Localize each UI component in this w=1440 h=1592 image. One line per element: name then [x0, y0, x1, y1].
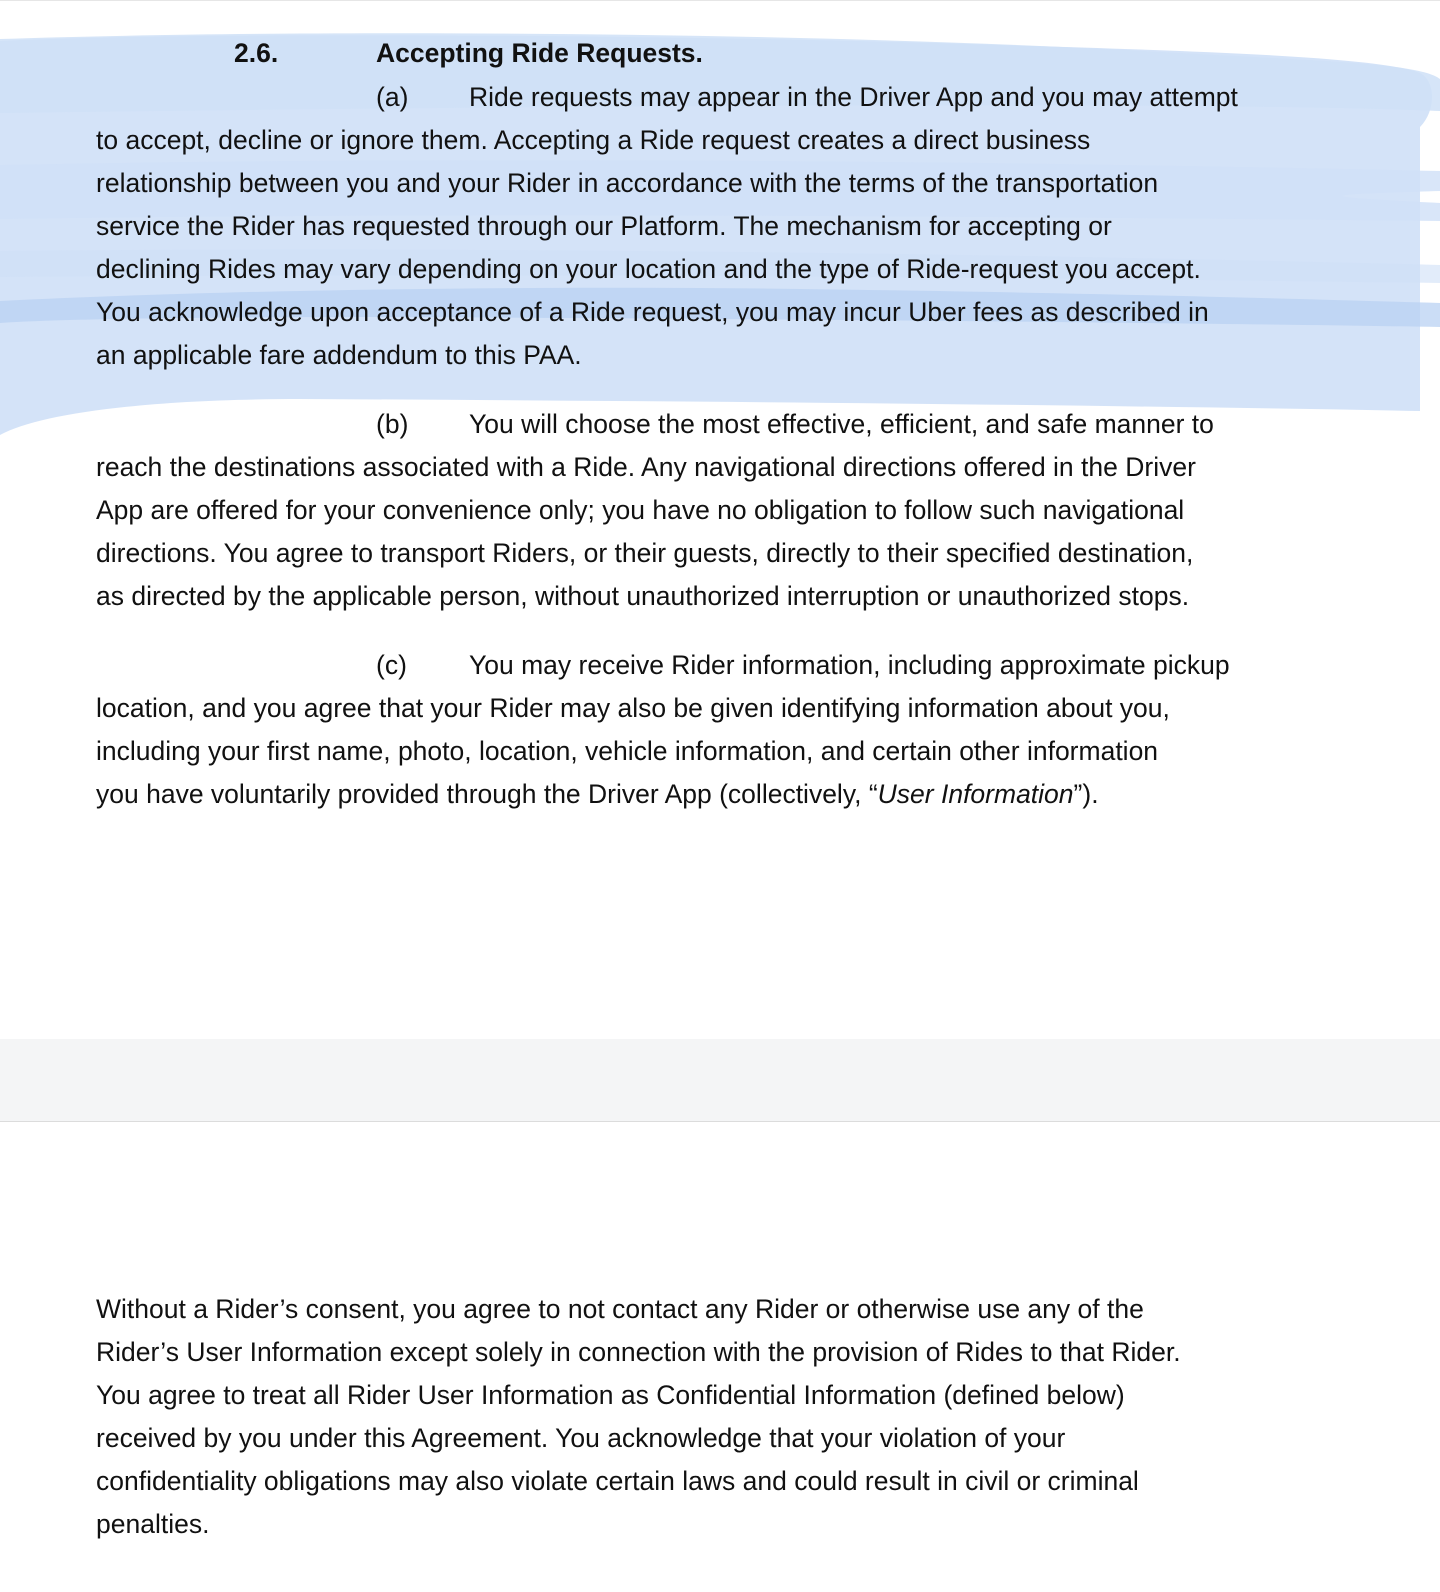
continued-paragraph-line: received by you under this Agreement. You acknowledge that your violation of your [96, 1423, 1066, 1453]
paragraph-c-line: location, and you agree that your Rider may also be given identifying information about you, [96, 693, 1170, 723]
page-separator [0, 1039, 1440, 1122]
continued-paragraph-line: penalties. [96, 1509, 210, 1539]
paragraph-a-line: to accept, decline or ignore them. Accepting a Ride request creates a direct business [96, 125, 1091, 155]
paragraph-b-line: directions. You agree to transport Riders, or their guests, directly to their specified destination, [96, 538, 1194, 568]
paragraph-c-line [96, 776, 1099, 812]
paragraph-a-line: an applicable fare addendum to this PAA. [96, 340, 582, 370]
paragraph-c-line: You may receive Rider information, including approximate pickup [469, 650, 1230, 680]
paragraph-a-line: service the Rider has requested through our Platform. The mechanism for accepting or [96, 211, 1112, 241]
continued-paragraph-line: Rider’s User Information except solely in connection with the provision of Rides to that Rider. [96, 1337, 1181, 1367]
paragraph-b-line: App are offered for your convenience only; you have no obligation to follow such navigational [96, 495, 1185, 525]
paragraph-a-line: relationship between you and your Rider in accordance with the terms of the transportation [96, 168, 1159, 198]
paragraph-c-last-prefix: you have voluntarily provided through the Driver App (collectively, “ [96, 779, 878, 809]
paragraph-b-line: You will choose the most effective, efficient, and safe manner to [469, 409, 1214, 439]
defined-term-user-information: User Information [877, 779, 1074, 809]
paragraph-c-line: including your first name, photo, location, vehicle information, and certain other information [96, 736, 1159, 766]
paragraph-a-label: (a) [376, 82, 409, 112]
paragraph-b-line: reach the destinations associated with a Ride. Any navigational directions offered in the Driver [96, 452, 1196, 482]
paragraph-c-last-suffix: ”). [1073, 779, 1099, 809]
continued-paragraph-line: You agree to treat all Rider User Information as Confidential Information (defined below) [96, 1380, 1125, 1410]
section-number: 2.6. [234, 38, 279, 68]
section-title: Accepting Ride Requests. [376, 38, 703, 68]
paragraph-a-line: declining Rides may vary depending on your location and the type of Ride-request you accept. [96, 254, 1201, 284]
paragraph-b-label: (b) [376, 409, 409, 439]
paragraph-a-line: Ride requests may appear in the Driver App and you may attempt [469, 82, 1238, 112]
document-page-2 [0, 1122, 1440, 1592]
paragraph-a-line: You acknowledge upon acceptance of a Ride request, you may incur Uber fees as described in [96, 297, 1209, 327]
paragraph-b-line: as directed by the applicable person, without unauthorized interruption or unauthorized stops. [96, 581, 1190, 611]
continued-paragraph-line: Without a Rider’s consent, you agree to not contact any Rider or otherwise use any of the [96, 1294, 1144, 1324]
paragraph-c-label: (c) [376, 650, 407, 680]
continued-paragraph-line: confidentiality obligations may also violate certain laws and could result in civil or criminal [96, 1466, 1139, 1496]
